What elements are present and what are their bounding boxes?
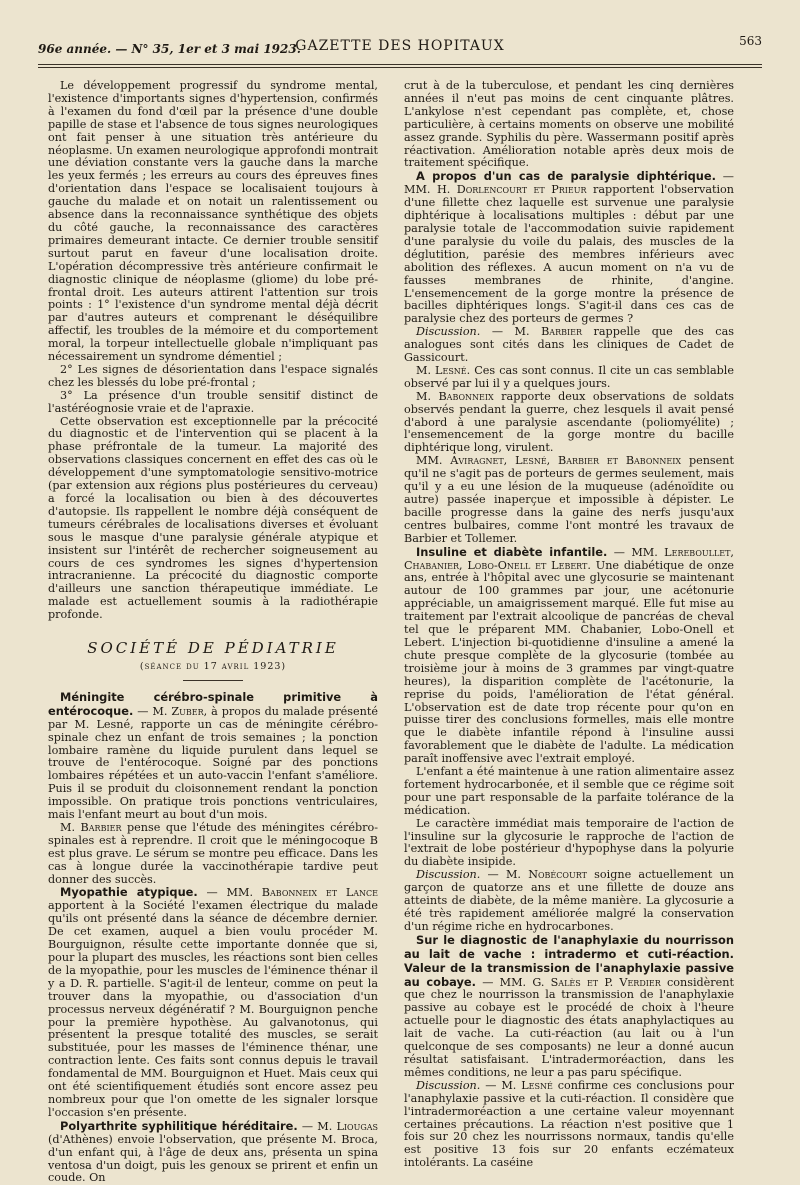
left-column	[48, 79, 378, 1185]
paragraph: Discussion. — M. Nobécourt soigne actuellement un garçon de quatorze ans et une fillette de douze ans atteints de diabète, de la même manière. La glycosurie a été très rapidement améliorée malgré la conservation d'un régime riche en hydrocarbones.	[404, 868, 735, 933]
paragraph	[404, 455, 734, 545]
article-author: M. Barbier	[514, 325, 582, 339]
paragraph: Discussion. — M. Barbier rappelle que des cas analogues sont cités dans les cliniques de Cadet de Gassicourt.	[404, 325, 734, 365]
page-number: 563	[739, 34, 762, 48]
article-author: MM. H. Dorlencourt et Prieur	[404, 183, 587, 197]
article-author: M. Zuber,	[152, 704, 208, 718]
section-date: (séance du 17 avril 1923)	[139, 660, 287, 672]
article-body: rapporte deux observations de soldats observés pendant la guerre, chez lesquels il avait pensé d'abord à une paralysie ascendante (poliomyélite) ; l'ensemencement de la gorge montre du bacille diphtérique long, virulent.	[404, 389, 734, 455]
article-title: Insuline et diabète infantile.	[416, 544, 608, 559]
discussion-label: Discussion.	[416, 325, 481, 339]
paragraph: Le caractère immédiat mais temporaire de l'action de l'insuline sur la glycosurie le rapproche de l'action de l'extrait de lobe postérieur d'hypophyse dans la polyurie du diabète insipide.	[404, 816, 734, 869]
article-body: rappelle que des cas analogues sont cités dans les cliniques de Cadet de Gassicourt.	[404, 325, 734, 365]
article-body: considèrent que chez le nourrisson la transmission de l'anaphylaxie passive au cobaye est le procédé de choix à l'heure actuelle pour le diagnostic des états anaphylactiques au lait de vache. La cuti-réaction (au lait ou à l'un quelconque de ses composants) ne leur a donné aucun résultat satisfaisant. L'intradermoréaction, dans les mêmes conditions, ne leur a pas paru spécifique.	[404, 975, 734, 1079]
paragraph: 3° La présence d'un trouble sensitif distinct de l'astéréognosie vraie et de l'apraxie.	[48, 388, 378, 415]
article-author: MM. Aviragnet, Lesné, Barbier et Babonneix	[416, 454, 682, 468]
paragraph	[48, 822, 378, 887]
article-title: Polyarthrite syphilitique héréditaire.	[60, 1118, 298, 1133]
article-author: M. Liougas	[317, 1119, 378, 1133]
article-author: M. Barbier	[60, 820, 122, 834]
paragraph: L'enfant a été maintenue à une ration alimentaire assez fortement hydrocarbonée, et il semble que ce régime soit pour une part responsable de la parfaite tolérance de la médication.	[404, 765, 734, 817]
article-author: MM. Lereboullet, Chabanier, Lobo-Onell et Lebert.	[404, 545, 734, 572]
header-rule-thin	[38, 67, 762, 68]
section-rule	[183, 680, 243, 681]
page-header	[38, 28, 762, 62]
article-body: à propos du malade présenté par M. Lesné, rapporte un cas de méningite cérébro-spinale chez un enfant de trois semaines ; la ponction lombaire ramène du liquide purulent dans lequel se trouve de l'entérocoque. Soigné par des ponctions lombaires répétées et un auto-vaccin l'enfant s'améliore. Puis il se produit du cloisonnement rendant la ponction impossible. On pratique trois ponctions ventriculaires, mais l'enfant meurt au bout d'un mois.	[48, 704, 378, 822]
journal-title: GAZETTE DES HOPITAUX	[295, 38, 505, 54]
article-body: soigne actuellement un garçon de quatorze ans et une fillette de douze ans atteints de diabète, de la même manière. La glycosurie a été très rapidement améliorée malgré la conservation d'un régime riche en hydrocarbones.	[404, 868, 735, 933]
paragraph: Discussion. — M. Lesné confirme ces conclusions pour l'anaphylaxie passive et la cuti-réaction. Il considère que l'intradermoréaction a une certaine valeur moyennant certaines précautions. La réaction n'est positive que 1 fois sur 20 chez les nourrissons normaux, tandis qu'elle est positive 13 fois sur 20 enfants eczémateux intolérants. La caséine	[404, 1078, 734, 1170]
right-column	[404, 79, 735, 1170]
paragraph	[404, 391, 734, 456]
paragraph: Le développement progressif du syndrome mental, l'existence d'importants signes d'hypertension, confirmés à l'examen du fond d'œil par la présence d'une double papille de stase et l'absence de tous signes neurologiques ont fait penser à une situation très antérieure du néoplasme. Un examen neurologique approfondi montrait une déviation constante vers la gauche dans la marche les yeux fermés ; les erreurs au cours des épreuves fines d'orientation dans l'espace se localisaient toujours à gauche du malade et on notait un ralentissement ou absence dans la reconnaissance synthétique des objets du côté gauche, la reconnaissance des caractères primaires demeurant intacte. Ce dernier trouble sensitif surtout parut en faveur d'une localisation droite. L'opération décompressive très antérieure confirmait le diagnostic clinique de néoplasme (gliome) du lobe pré-frontal droit. Les auteurs attirent l'attention sur trois points : 1° l'existence d'un syndrome mental déjà décrit par d'autres auteurs et comprenant le déséquilibre affectif, les troubles de la mémoire et du comportement moral, la torpeur intellectuelle globale n'impliquant pas nécessairement un syndrome démentiel ;	[48, 79, 378, 364]
article-body: Ces cas sont connus. Il cite un cas semblable observé par lui il y a quelques jours.	[404, 363, 734, 390]
paragraph: crut à de la tuberculose, et pendant les cinq dernières années il n'eut pas moins de cent cinquante plâtres. L'ankylose n'est cependant pas complète, et, chose particulière, à certains moments on observe une mobilité assez grande. Syphilis du père. Wassermann positif après réactivation. Amélioration notable après deux mois de traitement spécifique.	[404, 79, 734, 170]
section-heading	[48, 639, 378, 681]
article-title: Méningite cérébro-spinale primitive à entérocoque.	[48, 689, 378, 718]
section-title: SOCIÉTÉ DE PÉDIATRIE	[87, 639, 339, 658]
issue-line: 96e année. — N° 35, 1er et 3 mai 1923.	[38, 42, 301, 56]
article-title: A propos d'un cas de paralysie diphtérique.	[416, 169, 716, 184]
paragraph: Cette observation est exceptionnelle par la précocité du diagnostic et de l'intervention qui se placent à la phase préfrontale de la tumeur. La majorité des observations classiques concernent en effet des cas où le développement d'une symptomatologie sensitivo-motrice (par extension aux régions plus postérieures du cerveau) a forcé la localisation ou bien à des découvertes d'autopsie. Ils rappellent le nombre déjà conséquent de tumeurs cérébrales de localisations diverses et évoluant sous le masque d'une paralysie générale atypique et insistent sur l'intérêt de rechercher soigneusement au cours de ces syndromes les signes d'hypertension intracranienne. La précocité du diagnostic comporte d'ailleurs une sanction thérapeutique immédiate. Le malade est actuellement soumis à la radiothérapie profonde.	[48, 414, 378, 622]
article: Polyarthrite syphilitique héréditaire. — M. Liougas (d'Athènes) envoie l'observation, que présente M. Broca, d'un enfant qui, à l'âge de deux ans, présenta un spina ventosa d'un doigt, puis les genoux se prirent et enfin un coude. On	[48, 1118, 378, 1185]
article: Insuline et diabète infantile. — MM. Lereboullet, Chabanier, Lobo-Onell et Lebert. Une diabétique de onze ans, entrée à l'hôpital avec une glycosurie se maintenant autour de 100 grammes par jour, une acétonurie appréciable, un amaigrissement marqué. Elle fut mise au traitement par l'extrait alcoolique de pancréas de cheval tel que le préparent MM. Chabanier, Lobo-Onell et Lebert. L'injection bi-quotidienne d'insuline a amené la chute presque complète de la glycosurie (tombée au troisième jour à moins de 3 grammes par vingt-quatre heures), la disparition complète de l'acétonurie, la reprise du poids, l'amélioration de l'état général. L'observation est de date trop récente pour qu'on en puisse tirer des conclusions formelles, mais elle montre que le diabète infantile répond à l'insuline aussi favorablement que le diabète de l'adulte. La médication paraît inoffensive avec l'extrait employé.	[404, 544, 734, 766]
article-author: M. Babonneix	[416, 389, 494, 403]
article-author: MM. Babonneix et Lance	[226, 886, 378, 900]
paragraph: 2° Les signes de désorientation dans l'espace signalés chez les blessés du lobe pré-frontal ;	[48, 362, 378, 389]
article: Myopathie atypique. — MM. Babonneix et Lance apportent à la Société l'examen électrique du malade qu'ils ont présenté dans la séance de décembre dernier. De cet examen, auquel a bien voulu procéder M. Bourguignon, résulte cette importante donnée que si, pour la plupart des muscles, les réactions sont bien celles de la myopathie, pour les muscles de l'éminence thénar il y a D. R. partielle. S'agit-il de lenteur, comme on peut la trouver dans la myopathie, ou d'association d'un processus nerveux dégénératif ? M. Bourguignon penche pour la première hypothèse. Au galvanotonus, qui présentent la presque totalité des muscles, se serait substituée, pour les masses de l'éminence thénar, une contraction lente. Ces faits sont connus depuis le travail fondamental de MM. Bourguignon et Huet. Mais ceux qui ont été scientifiquement étudiés sont encore assez peu nombreux pour que l'on omette de les signaler lorsque l'occasion s'en présente.	[48, 885, 378, 1119]
article: A propos d'un cas de paralysie diphtérique. — MM. H. Dorlencourt et Prieur rapportent l'observation d'une fillette chez laquelle est survenue une paralysie diphtérique à localisations multiples : début par une paralysie totale de l'accommodation suivie rapidement d'une paralysie du voile du palais, des muscles de la déglutition, parésie des membres inférieurs avec abolition des réflexes. A aucun moment on n'a vu de fausses membranes de rhinite, d'angine. L'ensemencement de la gorge montre la présence de bacilles diphtériques longs. S'agit-il dans ces cas de paralysie chez des porteurs de germes ?	[404, 169, 734, 326]
article-body: pensent qu'il ne s'agit pas de porteurs de germes seulement, mais qu'il y a eu une lésion de la muqueuse (adénoïdite ou autre) passée inaperçue et impossible à dépister. Le bacille progresse dans la gaine des nerfs jusqu'aux centres bulbaires, comme l'ont montré les travaux de Barbier et Tollemer.	[404, 454, 734, 545]
article-author: M. Lesné	[501, 1078, 553, 1092]
discussion-label: Discussion.	[416, 868, 481, 882]
paragraph	[404, 365, 734, 391]
article-author: MM. G. Salès et P. Verdier	[499, 975, 661, 989]
header-rule	[38, 64, 762, 65]
article-author: M. Nobécourt	[505, 868, 587, 882]
article-body: (d'Athènes) envoie l'observation, que présente M. Broca, d'un enfant qui, à l'âge de deux ans, présenta un spina ventosa d'un doigt, puis les genoux se prirent et enfin un coude. On	[48, 1132, 378, 1185]
article-title: Sur le diagnostic de l'anaphylaxie du nourrisson au lait de vache : intradermo et cuti-réaction. Valeur de la transmission de l'anaphylaxie passive au cobaye.	[404, 932, 734, 989]
article-body: pense que l'étude des méningites cérébro-spinales est à reprendre. Il croit que le méningocoque B est plus grave. Le sérum se montre peu efficace. Dans les cas à longue durée la vaccinothérapie tardive peut donner des succès.	[48, 820, 378, 886]
article-body: rapportent l'observation d'une fillette chez laquelle est survenue une paralysie diphtérique à localisations multiples : début par une paralysie totale de l'accommodation suivie rapidement d'une paralysie du voile du palais, des muscles de la déglutition, parésie des membres inférieurs avec abolition des réflexes. A aucun moment on n'a vu de fausses membranes de rhinite, d'angine. L'ensemencement de la gorge montre la présence de bacilles diphtériques longs. S'agit-il dans ces cas de paralysie chez des porteurs de germes ?	[404, 183, 734, 326]
article-body: confirme ces conclusions pour l'anaphylaxie passive et la cuti-réaction. Il considère que l'intradermoréaction a une certaine valeur moyennant certaines précautions. La réaction n'est positive que 1 fois sur 20 chez les nourrissons normaux, tandis qu'elle est positive 13 fois sur 20 enfants eczémateux intolérants. La caséine	[404, 1078, 734, 1170]
article-title: Myopathie atypique.	[60, 885, 198, 900]
article-author: M. Lesné.	[416, 363, 471, 377]
article-body: Une diabétique de onze ans, entrée à l'hôpital avec une glycosurie se maintenant autour de 100 grammes par jour, une acétonurie appréciable, un amaigrissement marqué. Elle fut mise au traitement par l'extrait alcoolique de pancréas de cheval tel que le préparent MM. Chabanier, Lobo-Onell et Lebert. L'injection bi-quotidienne d'insuline a amené la chute presque complète de la glycosurie (tombée au troisième jour à moins de 3 grammes par vingt-quatre heures), la disparition complète de l'acétonurie, la reprise du poids, l'amélioration de l'état général. L'observation est de date trop récente pour qu'on en puisse tirer des conclusions formelles, mais elle montre que le diabète infantile répond à l'insuline aussi favorablement que le diabète de l'adulte. La médication paraît inoffensive avec l'extrait employé.	[404, 558, 734, 766]
article-body: apportent à la Société l'examen électrique du malade qu'ils ont présenté dans la séance de décembre dernier. De cet examen, auquel a bien voulu procéder M. Bourguignon, résulte cette importante donnée que si, pour la plupart des muscles, les réactions sont bien celles de la myopathie, pour les muscles de l'éminence thénar il y a D. R. partielle. S'agit-il de lenteur, comme on peut la trouver dans la myopathie, ou d'association d'un processus nerveux dégénératif ? M. Bourguignon penche pour la première hypothèse. Au galvanotonus, qui présentent la presque totalité des muscles, se serait substituée, pour les masses de l'éminence thénar, une contraction lente. Ces faits sont connus depuis le travail fondamental de MM. Bourguignon et Huet. Mais ceux qui ont été scientifiquement étudiés sont encore assez peu nombreux pour que l'on omette de les signaler lorsque l'occasion s'en présente.	[48, 899, 378, 1119]
article: Sur le diagnostic de l'anaphylaxie du nourrisson au lait de vache : intradermo et cuti-réaction. Valeur de la transmission de l'anaphylaxie passive au cobaye. — MM. G. Salès et P. Verdier considèrent que chez le nourrisson la transmission de l'anaphylaxie passive au cobaye est le procédé de choix à l'heure actuelle pour le diagnostic des états anaphylactiques au lait de vache. La cuti-réaction (au lait ou à l'un quelconque de ses composants) ne leur a donné aucun résultat satisfaisant. L'intradermoréaction, dans les mêmes conditions, ne leur a pas paru spécifique.	[404, 932, 734, 1079]
discussion-label: Discussion.	[416, 1078, 481, 1092]
article: Méningite cérébro-spinale primitive à entérocoque. — M. Zuber, à propos du malade présenté par M. Lesné, rapporte un cas de méningite cérébro-spinale chez un enfant de trois semaines ; la ponction lombaire ramène du liquide purulent dans lequel se trouve de l'entérocoque. Soigné par des ponctions lombaires répétées et un auto-vaccin l'enfant s'améliore. Puis il se produit du cloisonnement rendant la ponction impossible. On pratique trois ponctions ventriculaires, mais l'enfant meurt au bout d'un mois.	[48, 689, 378, 822]
